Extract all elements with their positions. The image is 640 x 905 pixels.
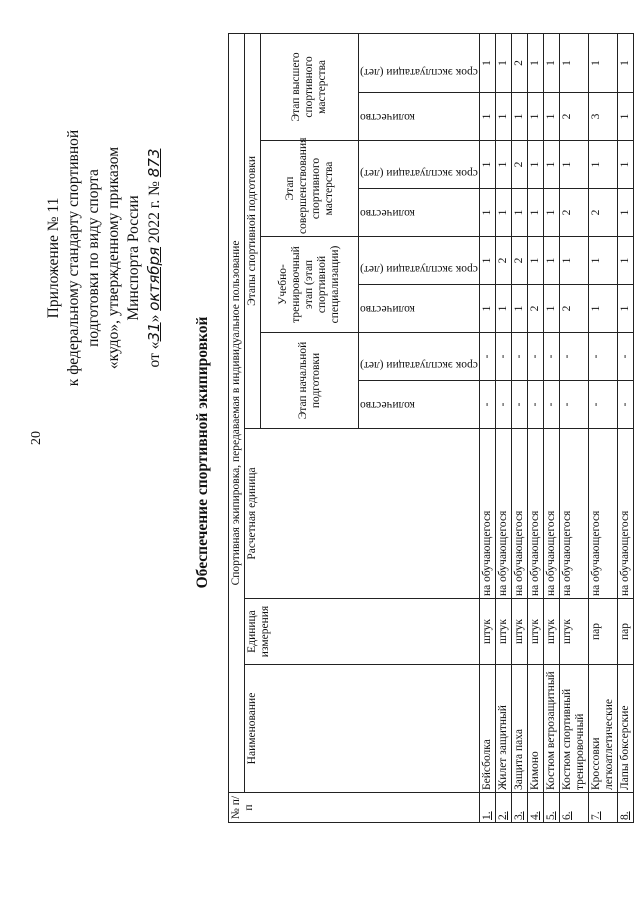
value-cell: 3: [588, 93, 617, 141]
item-unit: штук: [559, 599, 588, 665]
value-cell: 2: [527, 285, 543, 333]
item-unit: штук: [479, 599, 495, 665]
table-row: [588, 33, 617, 822]
stage-header: Учебно-тренировочный этап (этап спортивной специализации): [261, 237, 359, 333]
value-cell: 2: [559, 189, 588, 237]
appendix-line: Минспорта России: [125, 195, 142, 321]
value-cell: 1: [559, 33, 588, 92]
value-cell: 1: [588, 33, 617, 92]
value-cell: 2: [588, 189, 617, 237]
value-cell: 1: [479, 93, 495, 141]
value-cell: -: [543, 333, 559, 381]
value-cell: -: [479, 333, 495, 381]
value-cell: 1: [588, 285, 617, 333]
item-unit: пар: [588, 599, 617, 665]
table-row: [617, 33, 633, 822]
value-cell: 1: [588, 237, 617, 285]
table-row: [495, 33, 511, 822]
value-cell: -: [559, 381, 588, 429]
value-cell: 1: [527, 237, 543, 285]
row-number: 8.: [617, 793, 633, 823]
row-number: 5.: [543, 793, 559, 823]
value-cell: -: [527, 381, 543, 429]
value-cell: 1: [479, 33, 495, 92]
item-unit: штук: [543, 599, 559, 665]
value-cell: -: [479, 381, 495, 429]
stage-header: Этап начальной подготовки: [261, 333, 359, 429]
sub-qty-header: количество: [359, 381, 480, 429]
value-cell: 1: [527, 141, 543, 189]
value-cell: 1: [559, 141, 588, 189]
value-cell: 1: [527, 93, 543, 141]
table-row: [479, 33, 495, 822]
appendix-title: Приложение № 11: [45, 197, 62, 319]
item-calc-unit: на обучающегося: [511, 429, 527, 599]
handwritten-day: 31: [145, 322, 163, 342]
value-cell: -: [559, 333, 588, 381]
value-cell: 1: [479, 141, 495, 189]
item-calc-unit: на обучающегося: [479, 429, 495, 599]
value-cell: 1: [479, 237, 495, 285]
appendix-block: [44, 48, 165, 468]
value-cell: 1: [511, 189, 527, 237]
stages-header: Этапы спортивной подготовки: [245, 33, 261, 428]
item-unit: пар: [617, 599, 633, 665]
item-name: Костюм ветрозащитный: [543, 665, 559, 793]
value-cell: 2: [511, 237, 527, 285]
col-name-header: Наименование: [245, 665, 480, 793]
item-name: Жилет защитный: [495, 665, 511, 793]
value-cell: 2: [511, 33, 527, 92]
value-cell: 1: [617, 33, 633, 92]
appendix-line: «кудо», утвержденному приказом: [105, 146, 122, 370]
value-cell: 1: [479, 189, 495, 237]
item-calc-unit: на обучающегося: [495, 429, 511, 599]
value-cell: 1: [543, 141, 559, 189]
table-body: [479, 33, 633, 822]
row-number: 1.: [479, 793, 495, 823]
value-cell: 1: [617, 189, 633, 237]
value-cell: -: [588, 333, 617, 381]
value-cell: 1: [559, 237, 588, 285]
value-cell: 1: [511, 285, 527, 333]
value-cell: -: [543, 381, 559, 429]
value-cell: 1: [495, 93, 511, 141]
value-cell: 1: [479, 285, 495, 333]
row-number: 4.: [527, 793, 543, 823]
value-cell: 2: [511, 141, 527, 189]
row-number: 7.: [588, 793, 617, 823]
row-number: 3.: [511, 793, 527, 823]
value-cell: -: [495, 381, 511, 429]
item-name: Защита паха: [511, 665, 527, 793]
value-cell: 1: [543, 189, 559, 237]
item-unit: штук: [511, 599, 527, 665]
value-cell: 1: [617, 141, 633, 189]
item-name: Кроссовки легкоатлетические: [588, 665, 617, 793]
value-cell: 1: [511, 93, 527, 141]
value-cell: -: [511, 333, 527, 381]
appendix-line: подготовки по виду спорта: [85, 169, 102, 347]
value-cell: 1: [495, 141, 511, 189]
item-calc-unit: на обучающегося: [543, 429, 559, 599]
sub-term-header: срок эксплуатации (лет): [359, 141, 480, 189]
document-title: Обеспечение спортивной экипировкой: [194, 316, 211, 589]
stage-header: Этап высшего спортивного мастерства: [261, 33, 359, 140]
value-cell: 2: [559, 285, 588, 333]
value-cell: 1: [495, 285, 511, 333]
value-cell: -: [527, 333, 543, 381]
table-row: [543, 33, 559, 822]
item-calc-unit: на обучающегося: [617, 429, 633, 599]
value-cell: 1: [588, 141, 617, 189]
appendix-line: к федеральному стандарту спортивной: [65, 129, 82, 387]
value-cell: -: [495, 333, 511, 381]
sub-qty-header: количество: [359, 189, 480, 237]
value-cell: 2: [559, 93, 588, 141]
handwritten-month: октября: [145, 246, 163, 311]
item-name: Костюм спортивный тренировочный: [559, 665, 588, 793]
value-cell: 1: [495, 189, 511, 237]
handwritten-number: 873: [145, 148, 163, 178]
sub-term-header: срок эксплуатации (лет): [359, 333, 480, 381]
item-calc-unit: на обучающегося: [588, 429, 617, 599]
sub-term-header: срок эксплуатации (лет): [359, 33, 480, 92]
item-name: Лапы боксерские: [617, 665, 633, 793]
value-cell: 1: [527, 33, 543, 92]
value-cell: 1: [617, 93, 633, 141]
col-unit-header: Единица измерения: [245, 599, 480, 665]
sub-qty-header: количество: [359, 285, 480, 333]
sub-term-header: срок эксплуатации (лет): [359, 237, 480, 285]
value-cell: 1: [543, 237, 559, 285]
col-number-header: № п/п: [229, 793, 480, 823]
value-cell: -: [511, 381, 527, 429]
value-cell: 1: [495, 33, 511, 92]
table-row: [527, 33, 543, 822]
value-cell: 1: [527, 189, 543, 237]
equipment-table: [228, 33, 634, 823]
value-cell: 2: [495, 237, 511, 285]
value-cell: -: [588, 381, 617, 429]
item-calc-unit: на обучающегося: [527, 429, 543, 599]
stage-header: Этап совершенствования спортивного мастерства: [261, 141, 359, 237]
item-calc-unit: на обучающегося: [559, 429, 588, 599]
sub-qty-header: количество: [359, 93, 480, 141]
table-row: [511, 33, 527, 822]
value-cell: 1: [543, 93, 559, 141]
col-calc-header: Расчетная единица: [245, 429, 480, 599]
item-name: Бейсболка: [479, 665, 495, 793]
table-row: [559, 33, 588, 822]
value-cell: -: [617, 381, 633, 429]
row-number: 6.: [559, 793, 588, 823]
row-number: 2.: [495, 793, 511, 823]
value-cell: 1: [543, 33, 559, 92]
table-top-header: Спортивная экипировка, передаваемая в индивидуальное пользование: [229, 33, 245, 792]
value-cell: 1: [617, 237, 633, 285]
item-unit: штук: [527, 599, 543, 665]
item-name: Кимоно: [527, 665, 543, 793]
value-cell: 1: [543, 285, 559, 333]
item-unit: штук: [495, 599, 511, 665]
page-number: 20: [29, 431, 44, 445]
value-cell: -: [617, 333, 633, 381]
value-cell: 1: [617, 285, 633, 333]
appendix-date-line: от «31» октября 2022 г. № 873: [145, 148, 163, 368]
